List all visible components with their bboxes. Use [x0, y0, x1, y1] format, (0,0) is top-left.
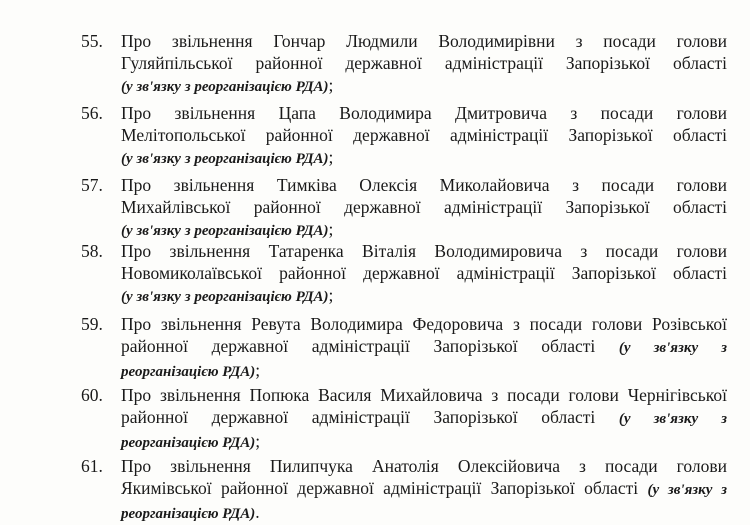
item-number: 59. — [81, 314, 103, 334]
item-line-2: Новомиколаївської районної державної адміністрації Запорізької області — [121, 263, 727, 283]
item-note-continued: реорганізацією РДА) — [121, 435, 256, 451]
item-line-1: Про звільнення Попюка Василя Михайловича з посади голови Чернігівської — [121, 385, 727, 405]
item-line-2: Якимівської районної державної адміністрації Запорізької області — [121, 478, 639, 498]
item-number: 57. — [81, 175, 103, 195]
item-end: . — [255, 502, 260, 522]
item-end: ; — [328, 219, 334, 239]
item-number: 60. — [81, 385, 103, 405]
item-text — [121, 313, 727, 383]
item-end: ; — [255, 360, 261, 380]
item-line-1: Про звільнення Ревута Володимира Федоровича з посади голови Розівської — [121, 314, 727, 334]
item-number: 58. — [81, 241, 103, 261]
item-number: 56. — [81, 103, 103, 123]
item-number: 61. — [81, 456, 103, 476]
item-note: (у зв'язку з — [647, 482, 727, 498]
item-end: ; — [255, 431, 261, 451]
item-line-2: районної державної адміністрації Запорізької області — [121, 336, 596, 356]
item-end: ; — [328, 75, 334, 95]
item-note-continued: реорганізацією РДА) — [121, 506, 256, 522]
item-text — [121, 240, 727, 308]
item-end: ; — [328, 147, 334, 167]
item-line-2: Мелітопольської районної державної адміністрації Запорізької області — [121, 125, 727, 145]
item-note: (у зв'язку з реорганізацією РДА) — [121, 289, 329, 305]
item-note: (у зв'язку з реорганізацією РДА) — [121, 79, 329, 95]
item-note-continued: реорганізацією РДА) — [121, 364, 256, 380]
item-note: (у зв'язку з реорганізацією РДА) — [121, 151, 329, 167]
item-text — [121, 384, 727, 454]
item-text — [121, 102, 727, 170]
item-line-2: районної державної адміністрації Запорізької області — [121, 407, 596, 427]
item-line-2: Михайлівської районної державної адміністрації Запорізької області — [121, 197, 727, 217]
item-note: (у зв'язку з реорганізацією РДА) — [121, 223, 329, 239]
item-end: ; — [328, 285, 334, 305]
item-text — [121, 174, 727, 242]
item-line-1: Про звільнення Пилипчука Анатолія Олексійовича з посади голови — [121, 456, 727, 476]
item-line-2: Гуляйпільської районної державної адміністрації Запорізької області — [121, 53, 727, 73]
item-note: (у зв'язку з — [618, 340, 727, 356]
item-text — [121, 455, 727, 525]
item-line-1: Про звільнення Цапа Володимира Дмитровича з посади голови — [121, 103, 727, 123]
item-number: 55. — [81, 31, 103, 51]
item-line-1: Про звільнення Тимківа Олексія Миколайовича з посади голови — [121, 175, 727, 195]
item-note: (у зв'язку з — [618, 411, 727, 427]
item-text — [121, 30, 727, 98]
item-line-1: Про звільнення Гончар Людмили Володимирівни з посади голови — [121, 31, 727, 51]
item-line-1: Про звільнення Татаренка Віталія Володимировича з посади голови — [121, 241, 727, 261]
